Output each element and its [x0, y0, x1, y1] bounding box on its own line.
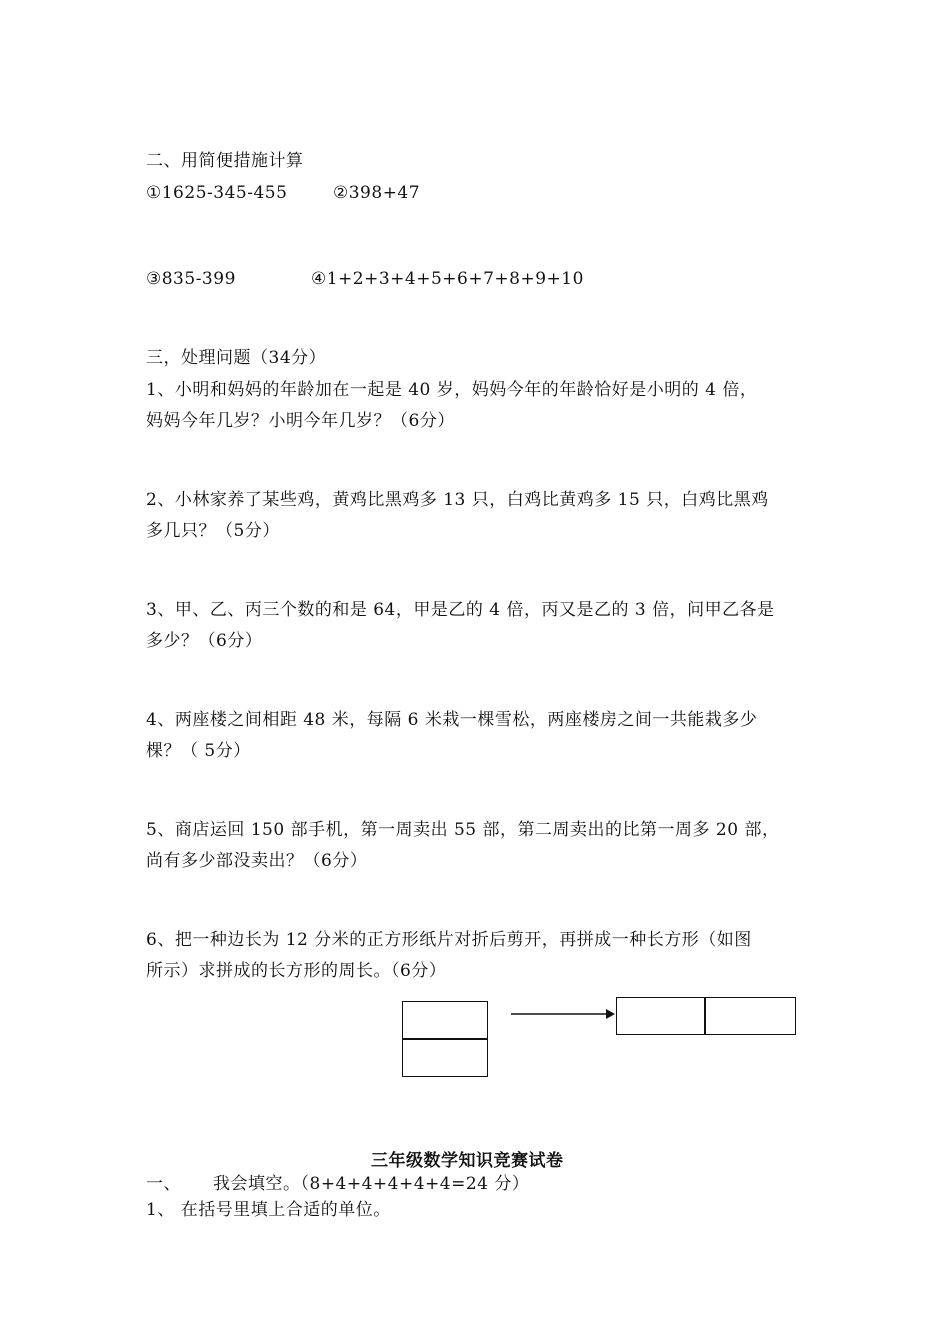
question-6-line-2: 所示）求拼成的长方形的周长。（6分） — [146, 961, 447, 981]
problem-4: ④1+2+3+4+5+6+7+8+9+10 — [311, 269, 584, 289]
rectangle-right-half — [704, 997, 796, 1035]
problem-1: ①1625-345-455 — [146, 183, 288, 203]
problem-2: ②398+47 — [333, 183, 421, 203]
question-6-line-1: 6、把一种边长为 12 分米的正方形纸片对折后剪开，再拼成一种长方形（如图 — [146, 930, 752, 950]
square-bottom-half — [402, 1038, 488, 1077]
question-1-line-2: 妈妈今年几岁？小明今年几岁？（6分） — [146, 411, 455, 431]
question-3-line-1: 3、甲、乙、丙三个数的和是 64，甲是乙的 4 倍，丙又是乙的 3 倍，问甲乙各是 — [146, 600, 775, 620]
fill-item-1: 1、 在括号里填上合适的单位。 — [146, 1200, 391, 1220]
section-3-heading: 三，处理问题（34分） — [146, 348, 327, 368]
question-4-line-2: 棵？（ 5分） — [146, 741, 251, 761]
question-2-line-2: 多几只？（5分） — [146, 521, 280, 541]
question-5-line-2: 尚有多少部没卖出？（6分） — [146, 851, 368, 871]
question-4-line-1: 4、两座楼之间相距 48 米，每隔 6 米栽一棵雪松，两座楼房之间一共能栽多少 — [146, 710, 758, 730]
section-2-heading: 二、用简便措施计算 — [146, 151, 304, 171]
square-top-half — [402, 1001, 488, 1040]
arrow-right-icon — [510, 1006, 616, 1022]
part-1-number: 一、 — [146, 1174, 181, 1194]
exam-title: 三年级数学知识竞赛试卷 — [371, 1151, 564, 1171]
part-1-heading: 我会填空。（8+4+4+4+4+4=24 分） — [213, 1174, 530, 1194]
problem-3: ③835-399 — [146, 269, 236, 289]
question-3-line-2: 多少？（6分） — [146, 631, 263, 651]
question-2-line-1: 2、小林家养了某些鸡，黄鸡比黑鸡多 13 只，白鸡比黄鸡多 15 只，白鸡比黑鸡 — [146, 490, 769, 510]
question-5-line-1: 5、商店运回 150 部手机，第一周卖出 55 部，第二周卖出的比第一周多 20 部， — [146, 820, 780, 840]
question-1-line-1: 1、小明和妈妈的年龄加在一起是 40 岁，妈妈今年的年龄恰好是小明的 4 倍， — [146, 380, 758, 400]
rectangle-left-half — [616, 997, 706, 1035]
